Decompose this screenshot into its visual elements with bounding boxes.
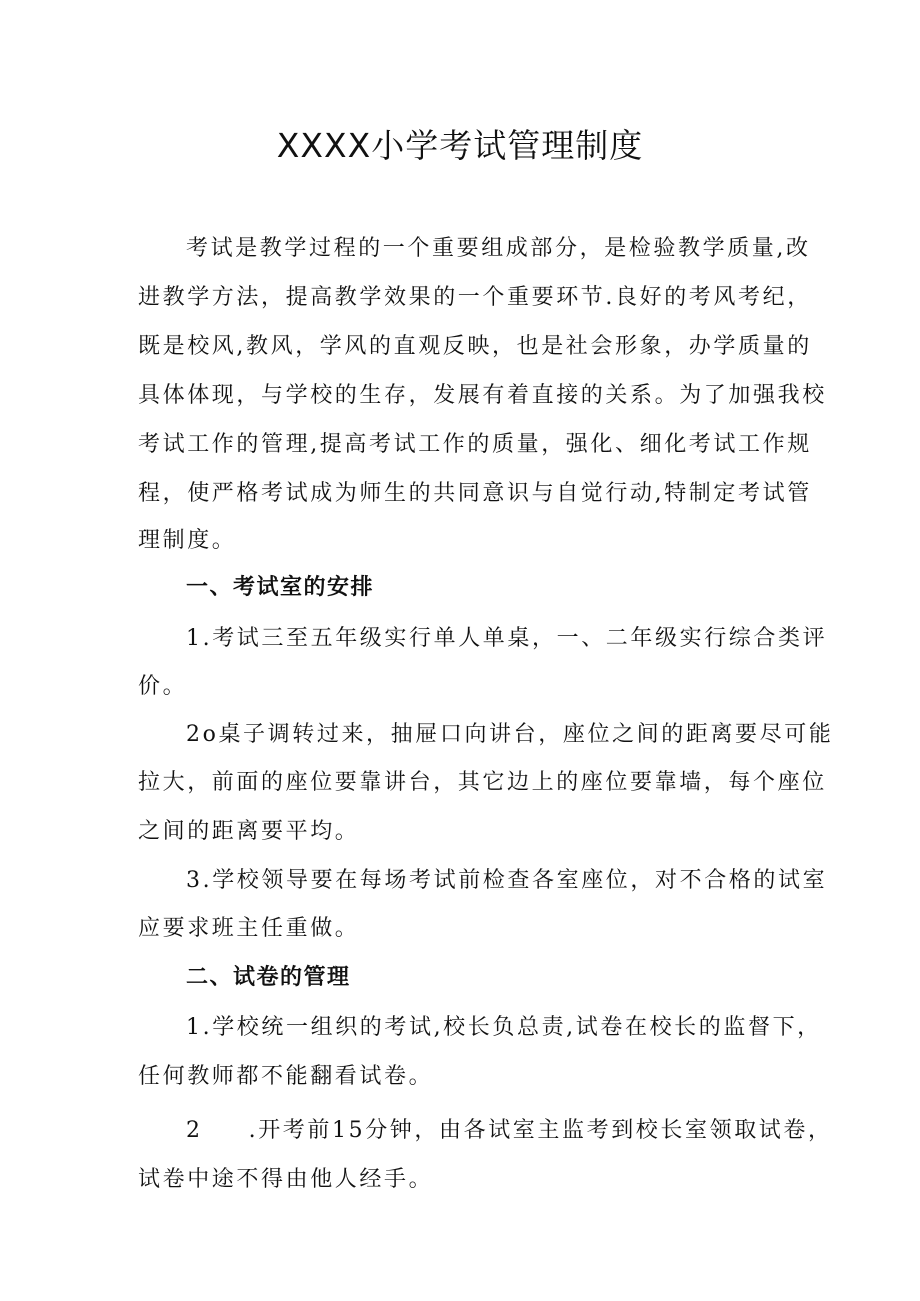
section-1-heading: 一、考试室的安排: [186, 575, 375, 600]
section-2-heading: 二、试卷的管理: [186, 965, 351, 990]
intro-line-1: 考试是教学过程的一个重要组成部分，是检验教学质量,改: [186, 236, 811, 261]
intro-line-2: 进教学方法，提高教学效果的一个重要环节.良好的考风考纪，: [138, 285, 812, 310]
intro-line-7: 理制度。: [138, 528, 237, 553]
section-1-item-2-line-1: 2o桌子调转过来，抽屉口向讲台，座位之间的距离要尽可能: [186, 722, 834, 747]
intro-line-4: 具体体现，与学校的生存，发展有着直接的关系。为了加强我校: [138, 383, 827, 408]
section-2-item-2-line-1: [186, 1116, 833, 1146]
section-2-item-2-number: 2: [186, 1118, 203, 1143]
section-1-item-2-line-2: 拉大，前面的座位要靠讲台，其它边上的座位要靠墙，每个座位: [138, 770, 827, 795]
section-1-item-3-line-1: 3.学校领导要在每场考试前检查各室座位，对不合格的试室: [186, 868, 828, 893]
intro-line-5: 考试工作的管理,提高考试工作的质量，强化、细化考试工作规: [138, 432, 812, 457]
intro-line-6: 程，使严格考试成为师生的共同意识与自觉行动,特制定考试管: [138, 481, 812, 506]
intro-line-3: 既是校风,教风，学风的直观反映，也是社会形象，办学质量的: [138, 334, 812, 359]
section-2-item-2-line-2: 试卷中途不得由他人经手。: [138, 1167, 434, 1192]
section-2-item-1-line-2: 任何教师都不能翻看试卷。: [138, 1064, 434, 1089]
section-2-item-2-text: .开考前15分钟，由各试室主监考到校长室领取试卷，: [248, 1118, 833, 1143]
section-1-item-3-line-2: 应要求班主任重做。: [138, 916, 360, 941]
section-1-item-2-line-3: 之间的距离要平均。: [138, 819, 360, 844]
section-2-item-1-line-1: 1.学校统一组织的考试,校长负总责,试卷在校长的监督下，: [186, 1015, 822, 1040]
section-1-item-1-line-1: 1.考试三至五年级实行单人单桌，一、二年级实行综合类评: [186, 626, 828, 651]
document-title: XXXX小学考试管理制度: [276, 126, 644, 165]
section-1-item-1-line-2: 价。: [138, 674, 188, 699]
